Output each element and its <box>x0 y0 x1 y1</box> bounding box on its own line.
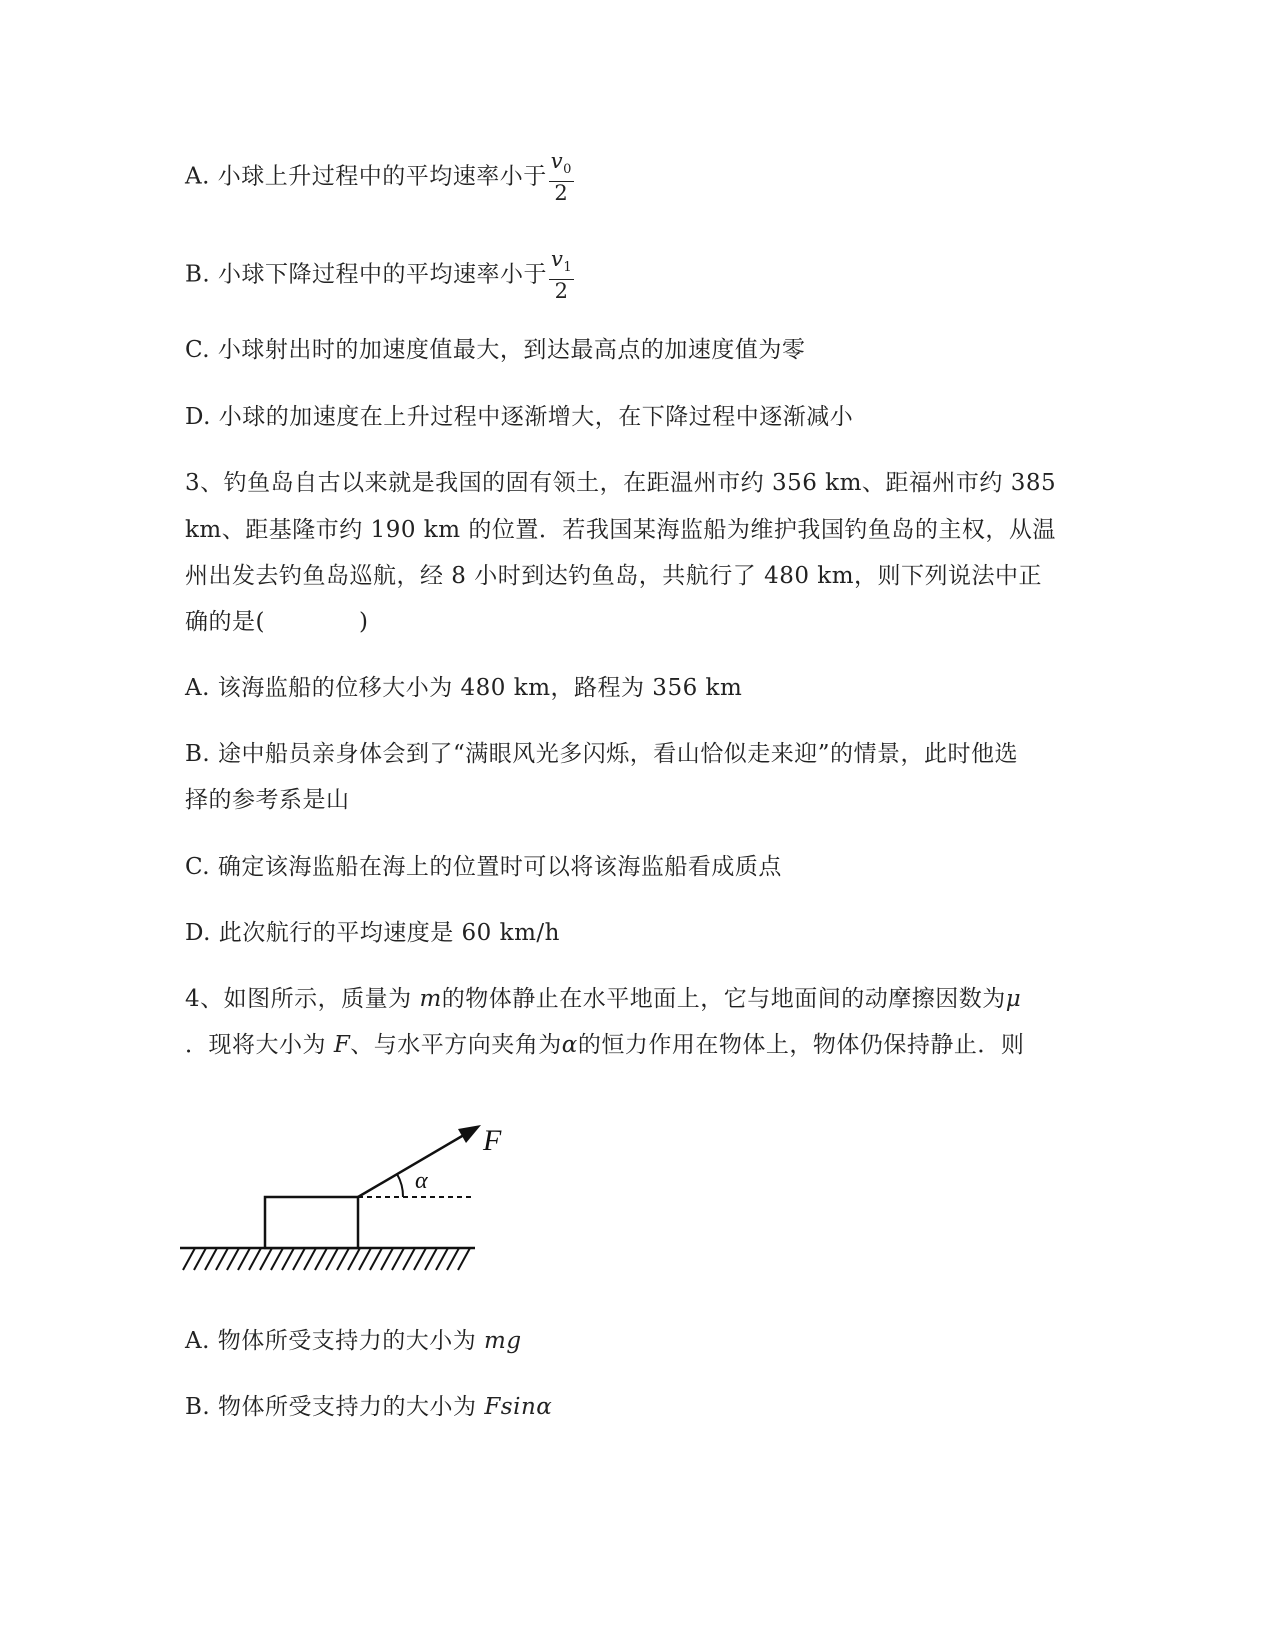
q3-stem-line-2: km、距基隆市约 190 km 的位置．若我国某海监船为维护我国钓鱼岛的主权，从温 <box>185 517 1056 543</box>
q2-option-b <box>185 248 574 303</box>
q4-stem-text: 4、如图所示，质量为 <box>185 986 420 1012</box>
q2-option-a-text: A. 小球上升过程中的平均速率小于 <box>185 163 547 190</box>
expr-fsin: Fsin <box>484 1394 537 1420</box>
expr-mg: mg <box>484 1328 522 1354</box>
var-f: F <box>333 1032 351 1058</box>
var-v: v <box>551 247 564 271</box>
q2-option-d: D. 小球的加速度在上升过程中逐渐增大，在下降过程中逐渐减小 <box>185 404 854 430</box>
symbol-alpha: α <box>561 1032 578 1058</box>
q3-option-d: D. 此次航行的平均速度是 60 km/h <box>185 920 560 946</box>
angle-arc <box>397 1174 403 1197</box>
fraction-denominator: 2 <box>554 181 569 206</box>
q2-option-b-text: B. 小球下降过程中的平均速率小于 <box>185 261 548 288</box>
q4-stem-text: 、与水平方向夹角为 <box>350 1032 562 1058</box>
var-m: m <box>419 986 442 1012</box>
fraction-v0-over-2 <box>549 150 574 205</box>
q4-option-a <box>185 1326 522 1356</box>
symbol-alpha: α <box>536 1394 553 1420</box>
q4-stem-line-2 <box>185 1030 1024 1060</box>
fraction-denominator: 2 <box>554 279 569 304</box>
angle-label: α <box>415 1168 428 1194</box>
q4-stem-text: ．现将大小为 <box>185 1032 334 1058</box>
q3-option-a: A. 该海监船的位移大小为 480 km，路程为 356 km <box>185 675 743 701</box>
subscript: 1 <box>563 260 573 276</box>
force-diagram <box>175 1110 515 1280</box>
var-v: v <box>550 149 564 173</box>
ground-hatching <box>183 1248 470 1270</box>
q3-stem-line-4: 确的是( ) <box>185 609 369 635</box>
fraction-numerator <box>549 150 574 182</box>
q3-stem-line-3: 州出发去钓鱼岛巡航，经 8 小时到达钓鱼岛，共航行了 480 km，则下列说法中正 <box>185 563 1043 589</box>
q3-option-b-line-1: B. 途中船员亲身体会到了“满眼风光多闪烁，看山恰似走来迎”的情景，此时他选 <box>185 741 1019 767</box>
subscript: 0 <box>563 162 572 178</box>
q4-option-b <box>185 1392 552 1422</box>
force-label: F <box>483 1124 502 1157</box>
q4-stem-text: 的物体静止在水平地面上，它与地面间的动摩擦因数为 <box>441 986 1006 1012</box>
q4-option-a-text: A. 物体所受支持力的大小为 <box>185 1328 485 1354</box>
q3-stem-line-1: 3、钓鱼岛自古以来就是我国的固有领土，在距温州市约 356 km、距福州市约 385 <box>185 470 1057 496</box>
symbol-mu: μ <box>1005 986 1022 1012</box>
force-arrow-head <box>458 1125 481 1143</box>
q3-option-b-line-2: 择的参考系是山 <box>185 787 350 813</box>
force-arrow-shaft <box>358 1132 469 1197</box>
q4-stem-line-1 <box>185 984 1021 1014</box>
q3-option-c: C. 确定该海监船在海上的位置时可以将该海监船看成质点 <box>185 854 782 880</box>
q2-option-a <box>185 150 574 205</box>
fraction-numerator <box>549 248 574 280</box>
q2-option-c: C. 小球射出时的加速度值最大，到达最高点的加速度值为零 <box>185 337 806 363</box>
fraction-v1-over-2 <box>549 248 574 303</box>
q4-option-b-text: B. 物体所受支持力的大小为 <box>185 1394 485 1420</box>
q4-stem-text: 的恒力作用在物体上，物体仍保持静止．则 <box>577 1032 1025 1058</box>
block <box>265 1197 358 1248</box>
